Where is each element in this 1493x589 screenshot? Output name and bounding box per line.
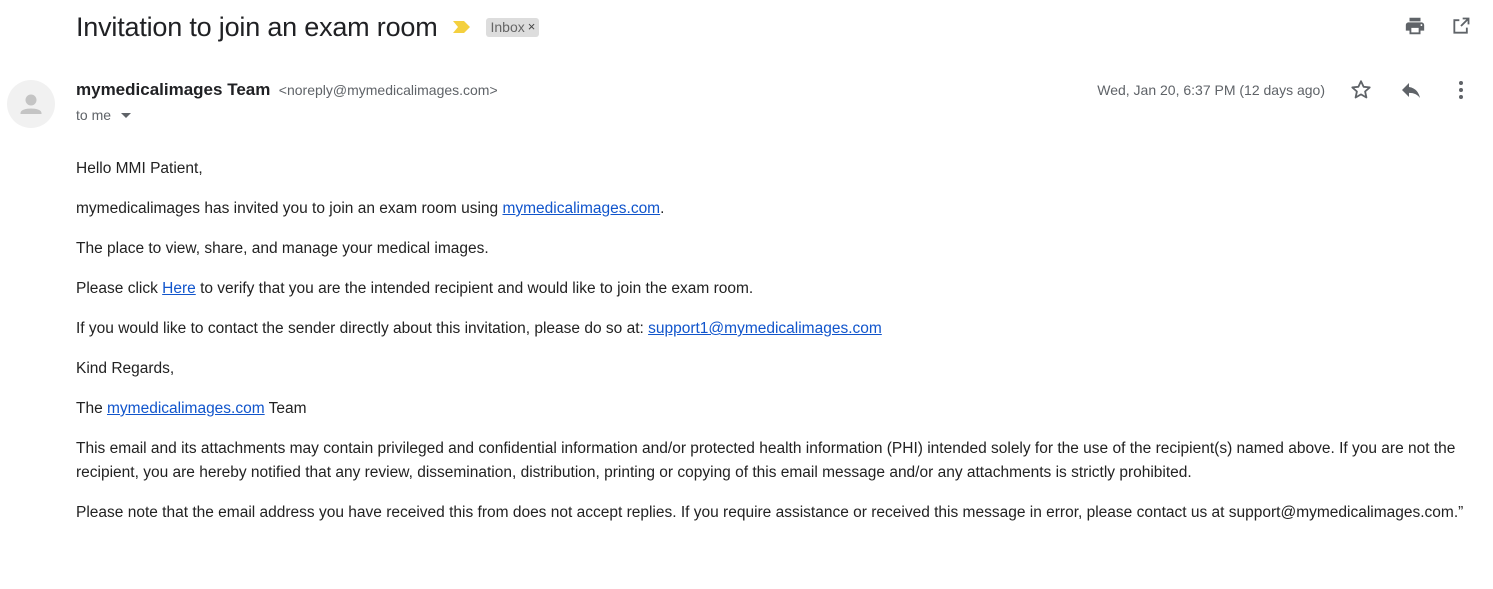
verify-link[interactable]: Here: [162, 280, 196, 297]
sender-email: <noreply@mymedicalimages.com>: [278, 82, 498, 98]
body-text: Please click: [76, 280, 163, 297]
body-text: If you would like to contact the sender directly about this invitation, please do so at:: [76, 320, 649, 337]
subject-row: [76, 8, 539, 46]
sender-row: [76, 80, 498, 100]
recipient-dropdown-icon[interactable]: [121, 113, 131, 118]
recipient-text: to me: [76, 107, 112, 123]
greeting: Hello MMI Patient,: [76, 160, 203, 177]
email-body: [76, 157, 1481, 541]
body-text: .: [660, 200, 665, 217]
message-actions: [1349, 78, 1473, 102]
body-text: mymedicalimages has invited you to join an exam room using: [76, 200, 503, 217]
inbox-label-text: Inbox: [490, 18, 525, 35]
body-paragraph: [76, 317, 1481, 341]
body-paragraph: [76, 277, 1481, 301]
remove-label-button[interactable]: ×: [527, 19, 536, 34]
email-subject: Invitation to join an exam room: [76, 11, 438, 42]
no-reply-notice: Please note that the email address you have received this from does not accept replies. If you require assistance or received this message in error, please contact us at support@mymedicalimages.com.”: [76, 504, 1464, 521]
avatar-person-icon: [7, 80, 55, 128]
inbox-label-chip: [486, 18, 540, 37]
body-text: to verify that you are the intended recipient and would like to join the exam room.: [195, 280, 754, 297]
more-vert-icon[interactable]: [1449, 78, 1473, 102]
recipient-row: [76, 107, 131, 123]
confidentiality-notice: This email and its attachments may contain privileged and confidential information and/or protected health information (PHI) intended solely for the use of the recipient(s) named above. If you are not the recipient, you are hereby notified that any review, dissemination, distribution, printing or copying of this email message and/or any attachments is strictly prohibited.: [76, 440, 1456, 481]
site-link[interactable]: mymedicalimages.com: [502, 200, 661, 217]
print-icon[interactable]: [1403, 14, 1427, 38]
body-text: The: [76, 400, 108, 417]
reply-icon[interactable]: [1399, 78, 1423, 102]
message-date: Wed, Jan 20, 6:37 PM (12 days ago): [1097, 82, 1325, 98]
body-text: Team: [264, 400, 307, 417]
open-in-new-window-icon[interactable]: [1449, 14, 1473, 38]
signature: [76, 397, 1481, 421]
body-paragraph: The place to view, share, and manage your medical images.: [76, 240, 489, 257]
closing: Kind Regards,: [76, 360, 175, 377]
sender-name[interactable]: mymedicalimages Team: [76, 80, 271, 99]
label-important-icon[interactable]: [452, 20, 472, 34]
body-paragraph: [76, 197, 1481, 221]
message-meta: [1097, 78, 1473, 102]
site-link[interactable]: mymedicalimages.com: [107, 400, 265, 417]
star-icon[interactable]: [1349, 78, 1373, 102]
support-email-link[interactable]: support1@mymedicalimages.com: [648, 320, 882, 337]
top-toolbar: [1403, 14, 1473, 38]
